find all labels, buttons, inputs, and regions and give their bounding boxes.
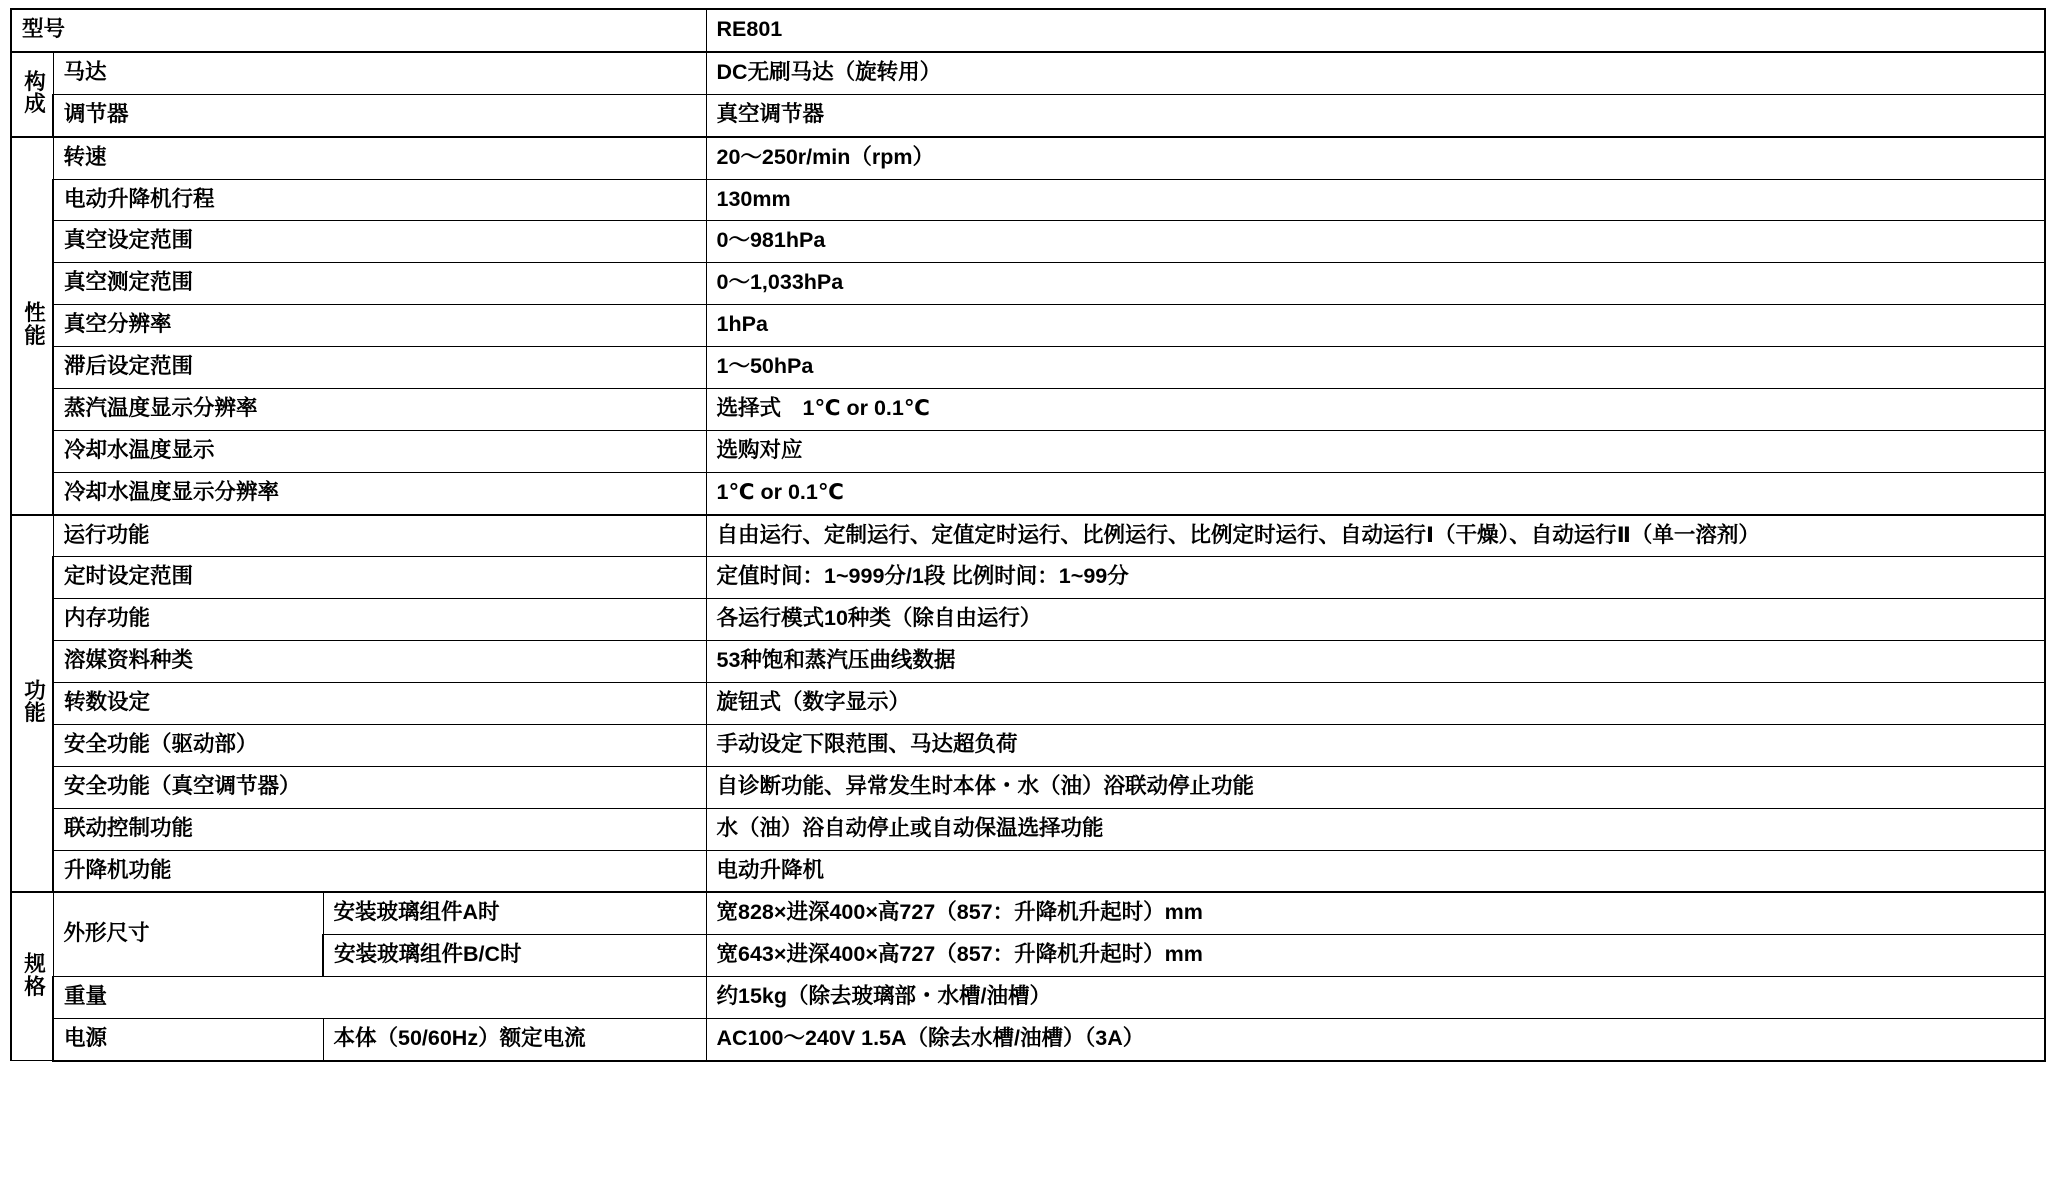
table-row bbox=[11, 724, 2045, 766]
table-row-model bbox=[11, 9, 2045, 52]
model-value: RE801 bbox=[706, 9, 2045, 52]
table-row bbox=[11, 808, 2045, 850]
group-header-function-label: 功能 bbox=[24, 678, 46, 726]
row-value: 各运行模式10种类（除自由运行） bbox=[706, 599, 2045, 641]
row-value: 1～50hPa bbox=[706, 347, 2045, 389]
row-label: 真空设定范围 bbox=[53, 221, 706, 263]
group-header-performance bbox=[11, 137, 53, 515]
row-value: 0～1,033hPa bbox=[706, 263, 2045, 305]
table-row bbox=[11, 472, 2045, 514]
row-sublabel: 安装玻璃组件A时 bbox=[323, 892, 706, 934]
row-label: 冷却水温度显示分辨率 bbox=[53, 472, 706, 514]
row-value: 自诊断功能、异常发生时本体・水（油）浴联动停止功能 bbox=[706, 766, 2045, 808]
row-label: 联动控制功能 bbox=[53, 808, 706, 850]
group-header-composition bbox=[11, 52, 53, 137]
table-row bbox=[11, 305, 2045, 347]
row-sublabel: 本体（50/60Hz）额定电流 bbox=[323, 1019, 706, 1061]
row-value: 130mm bbox=[706, 179, 2045, 221]
row-label: 电源 bbox=[53, 1019, 323, 1061]
row-value: 真空调节器 bbox=[706, 94, 2045, 136]
row-label: 转速 bbox=[53, 137, 706, 179]
specification-table bbox=[10, 8, 2046, 1062]
row-value: DC无刷马达（旋转用） bbox=[706, 52, 2045, 94]
table-row bbox=[11, 683, 2045, 725]
group-header-performance-label: 性能 bbox=[24, 301, 46, 348]
row-value: 1℃ or 0.1℃ bbox=[706, 472, 2045, 514]
row-label: 溶媒资料种类 bbox=[53, 641, 706, 683]
table-row bbox=[11, 850, 2045, 892]
row-label: 真空测定范围 bbox=[53, 263, 706, 305]
row-value: 53种饱和蒸汽压曲线数据 bbox=[706, 641, 2045, 683]
row-value: 宽828×进深400×高727（857：升降机升起时）mm bbox=[706, 892, 2045, 934]
row-value: 定值时间：1~999分/1段 比例时间：1~99分 bbox=[706, 557, 2045, 599]
row-value: 1hPa bbox=[706, 305, 2045, 347]
row-value: 0～981hPa bbox=[706, 221, 2045, 263]
row-label: 冷却水温度显示 bbox=[53, 430, 706, 472]
row-label: 真空分辨率 bbox=[53, 305, 706, 347]
table-row bbox=[11, 766, 2045, 808]
table-row bbox=[11, 599, 2045, 641]
row-value: 20～250r/min（rpm） bbox=[706, 137, 2045, 179]
table-row bbox=[11, 557, 2045, 599]
table-row bbox=[11, 430, 2045, 472]
row-label: 马达 bbox=[53, 52, 706, 94]
row-sublabel: 安装玻璃组件B/C时 bbox=[323, 935, 706, 977]
table-row bbox=[11, 1019, 2045, 1061]
row-value: 水（油）浴自动停止或自动保温选择功能 bbox=[706, 808, 2045, 850]
group-header-specification-label: 规格 bbox=[24, 952, 46, 999]
row-label: 转数设定 bbox=[53, 683, 706, 725]
table-row bbox=[11, 52, 2045, 94]
row-label: 安全功能（真空调节器） bbox=[53, 766, 706, 808]
row-label: 运行功能 bbox=[53, 515, 706, 557]
group-header-specification bbox=[11, 892, 53, 1061]
row-label: 内存功能 bbox=[53, 599, 706, 641]
row-label: 电动升降机行程 bbox=[53, 179, 706, 221]
row-label: 蒸汽温度显示分辨率 bbox=[53, 388, 706, 430]
table-row bbox=[11, 179, 2045, 221]
row-value: AC100～240V 1.5A（除去水槽/油槽）（3A） bbox=[706, 1019, 2045, 1061]
table-row bbox=[11, 892, 2045, 934]
table-row bbox=[11, 137, 2045, 179]
row-label: 外形尺寸 bbox=[53, 892, 323, 976]
row-value: 约15kg（除去玻璃部・水槽/油槽） bbox=[706, 977, 2045, 1019]
row-value: 手动设定下限范围、马达超负荷 bbox=[706, 724, 2045, 766]
table-row bbox=[11, 641, 2045, 683]
row-label: 重量 bbox=[53, 977, 706, 1019]
table-row bbox=[11, 515, 2045, 557]
row-value: 电动升降机 bbox=[706, 850, 2045, 892]
group-header-function bbox=[11, 515, 53, 893]
row-value: 自由运行、定制运行、定值定时运行、比例运行、比例定时运行、自动运行Ⅰ（干燥）、自动运行Ⅱ（单一溶剂） bbox=[706, 515, 2045, 557]
row-label: 定时设定范围 bbox=[53, 557, 706, 599]
table-row bbox=[11, 263, 2045, 305]
table-row bbox=[11, 221, 2045, 263]
table-row bbox=[11, 388, 2045, 430]
row-value: 选购对应 bbox=[706, 430, 2045, 472]
row-value: 宽643×进深400×高727（857：升降机升起时）mm bbox=[706, 935, 2045, 977]
row-label: 升降机功能 bbox=[53, 850, 706, 892]
table-row bbox=[11, 977, 2045, 1019]
row-label: 调节器 bbox=[53, 94, 706, 136]
table-row bbox=[11, 347, 2045, 389]
row-label: 安全功能（驱动部） bbox=[53, 724, 706, 766]
row-value: 选择式 1℃ or 0.1℃ bbox=[706, 388, 2045, 430]
row-value: 旋钮式（数字显示） bbox=[706, 683, 2045, 725]
table-row bbox=[11, 94, 2045, 136]
model-label: 型号 bbox=[11, 9, 706, 52]
row-label: 滞后设定范围 bbox=[53, 347, 706, 389]
group-header-composition-label: 构成 bbox=[24, 69, 46, 117]
